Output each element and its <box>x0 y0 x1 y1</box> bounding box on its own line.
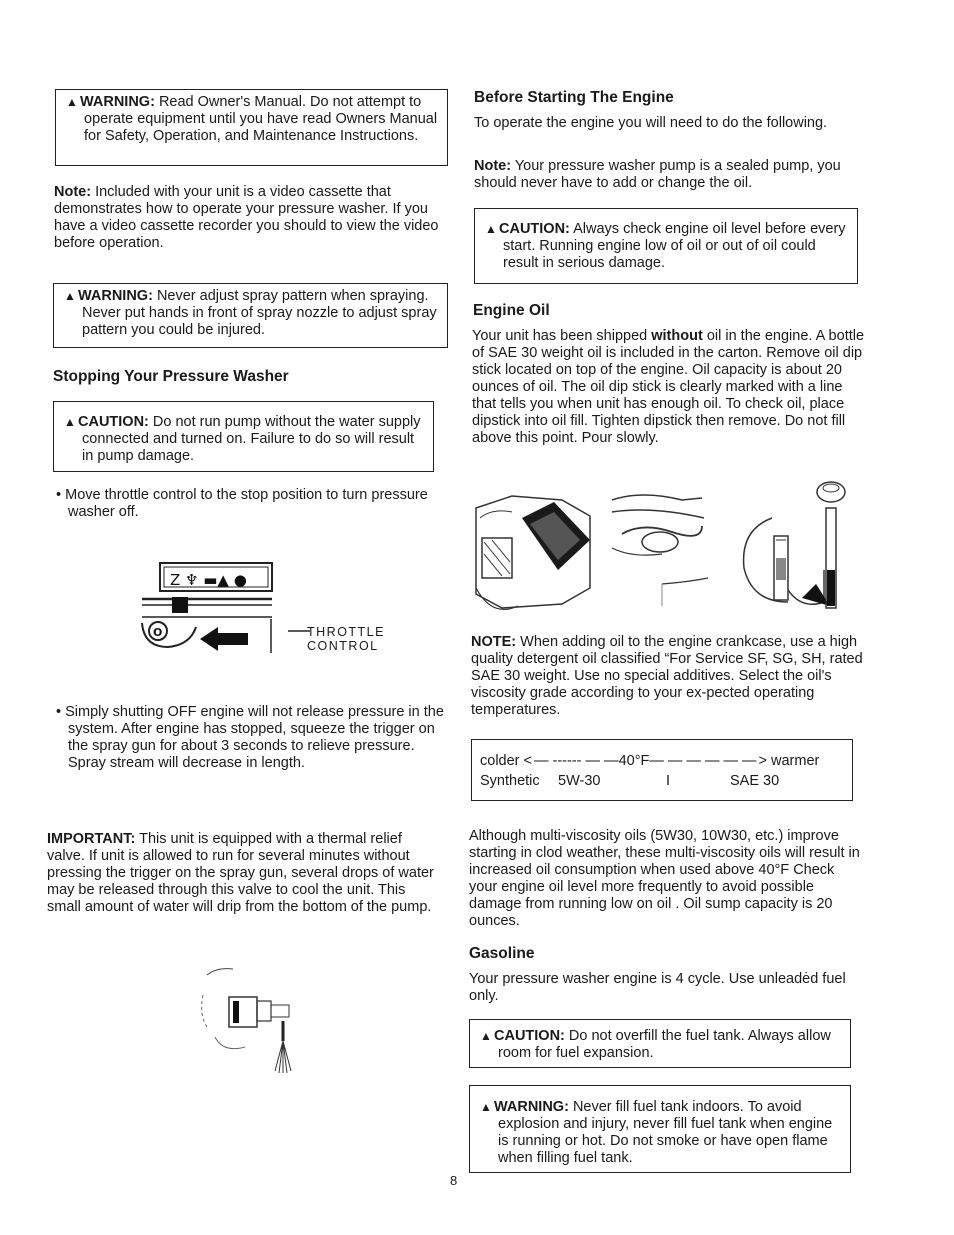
warning-triangle-icon: ▲ <box>64 289 76 303</box>
warning-box-spray-pattern: ▲ WARNING: Never adjust spray pattern when spraying. Never put hands in front of spray nozzle to adjust spray pattern you could be injured. <box>53 283 448 348</box>
warning-box-owners-manual: ▲ WARNING: Read Owner's Manual. Do not attempt to operate equipment until you have read Owners Manual for Safety, Operation, and Maintenance Instructions. <box>55 89 448 166</box>
thermal-relief-valve-illustration <box>195 965 305 1075</box>
note-sealed-pump: Note: Your pressure washer pump is a sealed pump, you should never have to add or change the oil. <box>474 158 841 191</box>
warning-box-fuel-indoors: ▲ WARNING: Never fill fuel tank indoors. To avoid explosion and injury, never fill fuel tank when engine is running or hot. Do not smoke or have open flame when filling fuel tank. <box>469 1085 851 1173</box>
important-thermal-relief: IMPORTANT: This unit is equipped with a thermal relief valve. If unit is allowed to run for several minutes without pressing the trigger on the spray gun, several drops of water may be released through this valve to cool the unit. This small amount of water will drip from the bottom of the pump. <box>47 831 434 915</box>
caution-triangle-icon: ▲ <box>485 222 497 236</box>
caution-box-fuel-overfill: ▲ CAUTION: Do not overfill the fuel tank. Always allow room for fuel expansion. <box>469 1019 851 1068</box>
caution-triangle-icon: ▲ <box>480 1029 492 1043</box>
page-number: 8 <box>450 1173 458 1188</box>
bullet-throttle-stop: • Move throttle control to the stop position to turn pressure washer off. <box>56 487 428 520</box>
svg-text:O: O <box>153 626 163 639</box>
caution-box-engine-oil-level: ▲ CAUTION: Always check engine oil level before every start. Running engine low of oil or out of oil could result in serious damage. <box>474 208 858 284</box>
throttle-label: THROTTLE CONTROL <box>307 625 385 653</box>
warning-triangle-icon: ▲ <box>480 1100 492 1114</box>
heading-stopping-pressure-washer: Stopping Your Pressure Washer <box>53 368 289 385</box>
multi-viscosity-text: Although multi-viscosity oils (5W30, 10W30, etc.) improve starting in clod weather, these multi-viscosity oils will result in increased oil consumption when used above 40°F Check your engine oil level more frequently to avoid possible damage from running low on oil . Oil sump capacity is 20 ounces. <box>469 828 860 929</box>
caution-box-pump-water: ▲ CAUTION: Do not run pump without the water supply connected and turned on. Failure to do so will result in pump damage. <box>53 401 434 472</box>
heading-engine-oil: Engine Oil <box>473 302 550 319</box>
before-starting-text: To operate the engine you will need to do the following. <box>474 115 828 131</box>
svg-text:Z ♆ ▬▲ ●: Z ♆ ▬▲ ● <box>170 571 247 589</box>
engine-oil-text: Your unit has been shipped without oil in the engine. A bottle of SAE 30 weight oil is included in the carton. Remove oil dip stick located on top of the engine. Oil capacity is about 20 ounces of oil. The oil dip stick is clearly marked with a line that tells you when unit has enough oil. To check oil, place dipstick into oil fill. Tighten dipstick then remove. Do not fill above this point. Pour slowly. <box>472 328 865 446</box>
oil-viscosity-table <box>471 739 853 801</box>
oil-dipstick-illustration <box>472 478 857 628</box>
caution-triangle-icon: ▲ <box>64 415 76 429</box>
heading-before-starting: Before Starting The Engine <box>474 89 674 106</box>
viscosity-grade-row: Synthetic 5W-30 I SAE 30 <box>480 773 780 789</box>
warning-triangle-icon: ▲ <box>66 95 78 109</box>
note-detergent-oil: NOTE: When adding oil to the engine crankcase, use a high quality detergent oil classified “For Service SF, SG, SH, rated SAE 30 weight. Use no special additives. Select the oil's viscosity grade according to your ex-pected operating temperatures. <box>471 634 863 718</box>
gasoline-text: Your pressure washer engine is 4 cycle. Use unleadėd fuel only. <box>469 971 846 1004</box>
viscosity-temperature-row: colder < — ------ — — 40°F — — — — — — > warmer <box>480 753 820 769</box>
heading-gasoline: Gasoline <box>469 945 535 962</box>
note-video-cassette: Note: Included with your unit is a video cassette that demonstrates how to operate your pressure washer. If you have a video cassette recorder you should to view the video before operation. <box>54 184 439 251</box>
bullet-release-pressure: • Simply shutting OFF engine will not release pressure in the system. After engine has stopped, squeeze the trigger on the spray gun for about 3 seconds to relieve pressure. Spray stream will decrease in length. <box>56 704 444 771</box>
